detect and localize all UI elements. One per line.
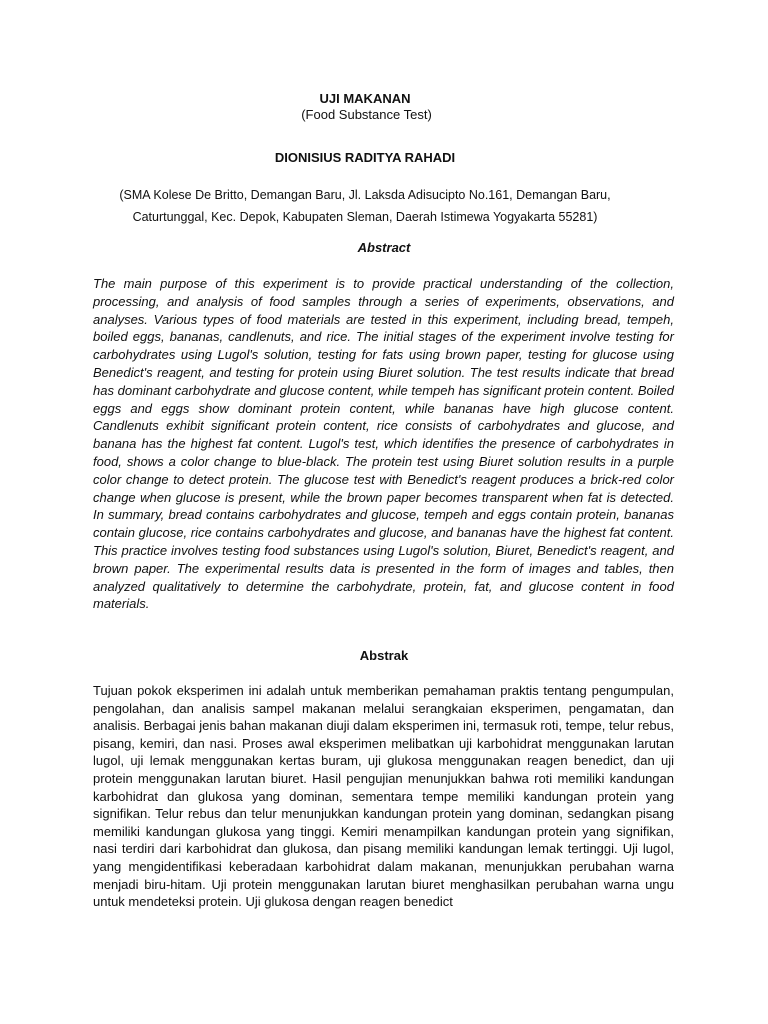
abstract-body: The main purpose of this experiment is to provide practical understanding of the collection, processing, and analysis of food samples through a series of experiments, observations, and analyses. Various types of food materials are tested in this experiment, including bread, tempeh, boiled eggs, bananas, candlenuts, and rice. The initial stages of the experiment involve testing for carbohydrates using Lugol's solution, testing for fats using brown paper, testing for glucose using Benedict's reagent, and testing for protein using Biuret solution. The test results indicate that bread has dominant carbohydrate and glucose content, while tempeh has significant protein content. Boiled eggs and eggs show dominant protein content, while bananas have high glucose content. Candlenuts exhibit significant protein content, rice consists of carbohydrates and glucose, and banana has the highest fat content. Lugol's test, which identifies the presence of carbohydrates in food, shows a color change to blue-black. The protein test using Biuret solution results in a purple color change to detect protein. The glucose test with Benedict's reagent produces a brick-red color change when glucose is present, while the brown paper becomes transparent when fat is detected. In summary, bread contains carbohydrates and glucose, tempeh and eggs contain protein, bananas contain glucose, rice contains carbohydrates and glucose, and bananas have the highest fat content. This practice involves testing food substances using Lugol's solution, Biuret, Benedict's reagent, and brown paper. The experimental results data is presented in the form of images and tables, then analyzed qualitatively to determine the carbohydrate, protein, fat, and glucose content in food materials. (93, 276, 674, 612)
author-affiliation: (SMA Kolese De Britto, Demangan Baru, Jl. Laksda Adisucipto No.161, Demangan Baru, Caturtunggal, Kec. Depok, Kabupaten Sleman, Daerah Istimewa Yogyakarta 55281) (119, 188, 611, 224)
abstract-heading: Abstract (357, 240, 411, 255)
abstrak-heading: Abstrak (359, 648, 409, 663)
paper-subtitle: (Food Substance Test) (301, 107, 432, 122)
abstrak-body: Tujuan pokok eksperimen ini adalah untuk memberikan pemahaman praktis tentang pengumpulan, pengolahan, dan analisis sampel makanan melalui serangkaian eksperimen, pengamatan, dan analisis. Berbagai jenis bahan makanan diuji dalam eksperimen ini, termasuk roti, tempe, telur rebus, pisang, kemiri, dan nasi. Proses awal eksperimen melibatkan uji karbohidrat menggunakan larutan lugol, uji lemak menggunakan kertas buram, uji glukosa menggunakan reagen benedict, dan uji protein menggunakan larutan biuret. Hasil pengujian menunjukkan bahwa roti memiliki kandungan karbohidrat dan glukosa yang dominan, sementara tempe memiliki kandungan protein yang signifikan. Telur rebus dan telur menunjukkan kandungan protein yang dominan, sedangkan pisang memiliki kandungan glukosa yang tinggi. Kemiri menampilkan kandungan protein yang signifikan, nasi terdiri dari karbohidrat dan glukosa, dan pisang memiliki kandungan lemak tertinggi. Uji lugol, yang mengidentifikasi keberadaan karbohidrat dalam makanan, menunjukkan perubahan warna menjadi biru-hitam. Uji protein menggunakan larutan biuret menghasilkan perubahan warna ungu untuk mendeteksi protein. Uji glukosa dengan reagen benedict (93, 683, 674, 910)
paper-title: UJI MAKANAN (319, 91, 411, 106)
author-name: DIONISIUS RADITYA RAHADI (274, 150, 456, 165)
